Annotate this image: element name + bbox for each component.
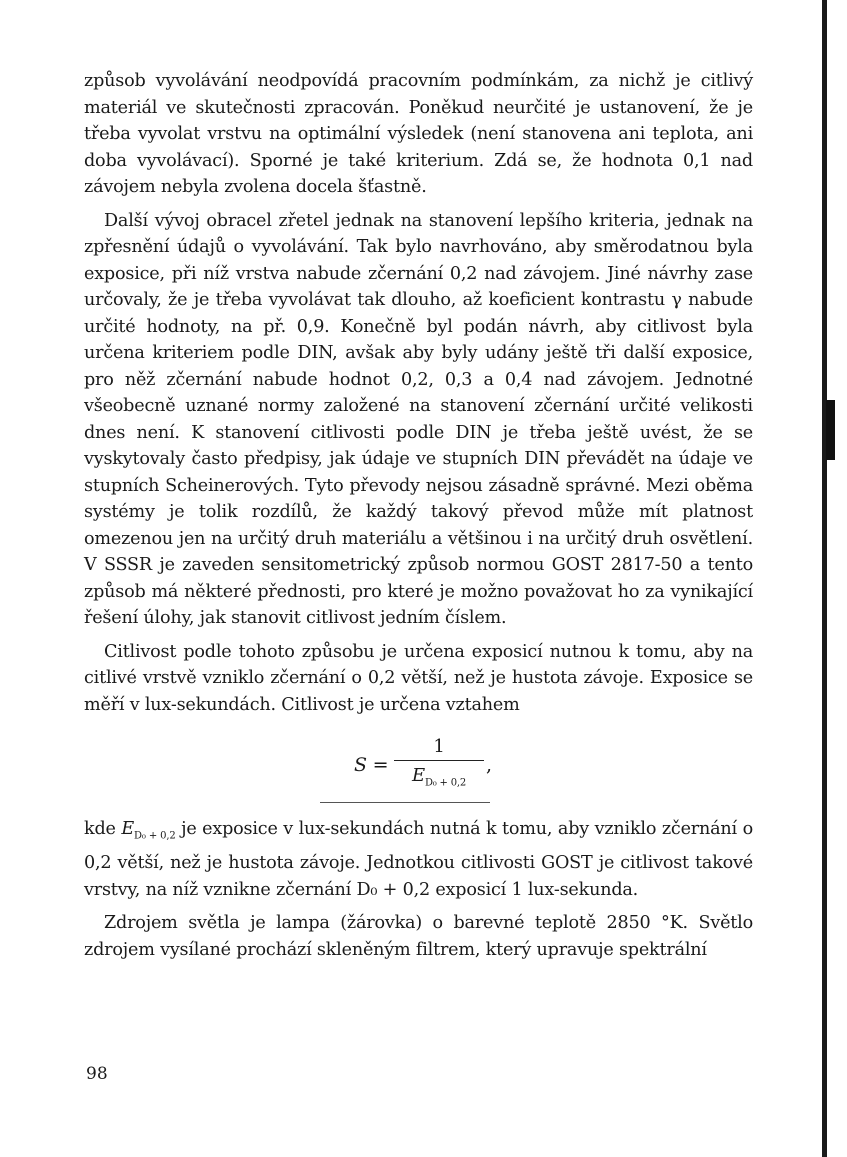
binding-edge — [822, 0, 827, 1157]
paragraph-4-lead: kde — [84, 819, 122, 839]
paragraph-1: způsob vyvolávání neodpovídá pracovním podmínkám, za nichž je citlivý materiál ve skutečnosti zpracován. Poněkud neurčité je ustanovení, že je třeba vyvolat vrstvu na optimální výsledek (není stanovena ani teplota, ani doba vyvolávací). Sporné je také kriterium. Zdá se, že hodnota 0,1 nad závojem nebyla zvolena docela šťastně. — [84, 71, 753, 197]
formula-denominator-symbol: E — [411, 765, 425, 786]
formula-denominator-subscript: D₀ + 0,2 — [424, 777, 467, 789]
paragraph-4-text: je exposice v lux-sekundách nutná k tomu, aby vzniklo zčernání o 0,2 větší, než je hustota závoje. Jednotkou citlivosti GOST je citlivost takové vrstvy, na níž vznikne zčernání D₀ + 0,2 exposicí 1 lux-sekunda. — [84, 819, 753, 900]
sensitivity-formula — [84, 722, 753, 814]
page-number: 98 — [86, 1064, 108, 1084]
paragraph-4-symbol: E — [121, 819, 134, 839]
binding-edge-mark — [826, 400, 835, 460]
formula-numerator: 1 — [433, 736, 445, 757]
fraction-bar — [394, 760, 484, 761]
paragraph-4 — [84, 816, 753, 903]
formula-denominator — [394, 765, 484, 795]
formula-divider-rule — [320, 802, 490, 803]
paragraph-3: Citlivost podle tohoto způsobu je určena exposicí nutnou k tomu, aby na citlivé vrstvě vzniklo zčernání o 0,2 větší, než je hustota závoje. Exposice se měří v lux-sekundách. Citlivost je určena vztahem — [84, 641, 753, 715]
formula-fraction — [394, 736, 484, 795]
page-body — [84, 68, 753, 963]
paragraph-4-subscript: D₀ + 0,2 — [134, 830, 176, 842]
paragraph-5: Zdrojem světla je lampa (žárovka) o barevné teplotě 2850 °K. Světlo zdrojem vysílané prochází skleněným filtrem, který upravuje spektrální — [84, 913, 753, 960]
paragraph-2: Další vývoj obracel zřetel jednak na stanovení lepšího kriteria, jednak na zpřesnění údajů o vyvolávání. Tak bylo navrhováno, aby směrodatnou byla exposice, při níž vrstva nabude zčernání 0,2 nad závojem. Jiné návrhy zase určovaly, že je třeba vyvolávat tak dlouho, až koeficient kontrastu γ nabude určité hodnoty, na př. 0,9. Konečně byl podán návrh, aby citlivost byla určena kriteriem podle DIN, avšak aby byly udány ještě tři další exposice, pro něž zčernání nabude hodnot 0,2, 0,3 a 0,4 nad závojem. Jednotné všeobecně uznané normy založené na stanovení zčernání určité velikosti dnes není. K stanovení citlivosti podle DIN je třeba ještě uvést, že se vyskytovaly často předpisy, jak údaje ve stupních DIN převádět na údaje ve stupních Scheinerových. Tyto převody nejsou zásadně správné. Mezi oběma systémy je tolik rozdílů, že každý takový převod může mít platnost omezenou jen na určitý druh materiálu a většinou i na určitý druh osvětlení. V SSSR je zaveden sensitometrický způsob normou GOST 2817-50 a tento způsob má některé přednosti, pro které je možno považovat ho za vynikající řešení úlohy, jak stanovit citlivost jedním číslem. — [84, 210, 753, 628]
formula-trailing-comma: , — [486, 754, 492, 776]
formula-lhs: S = — [354, 754, 389, 776]
